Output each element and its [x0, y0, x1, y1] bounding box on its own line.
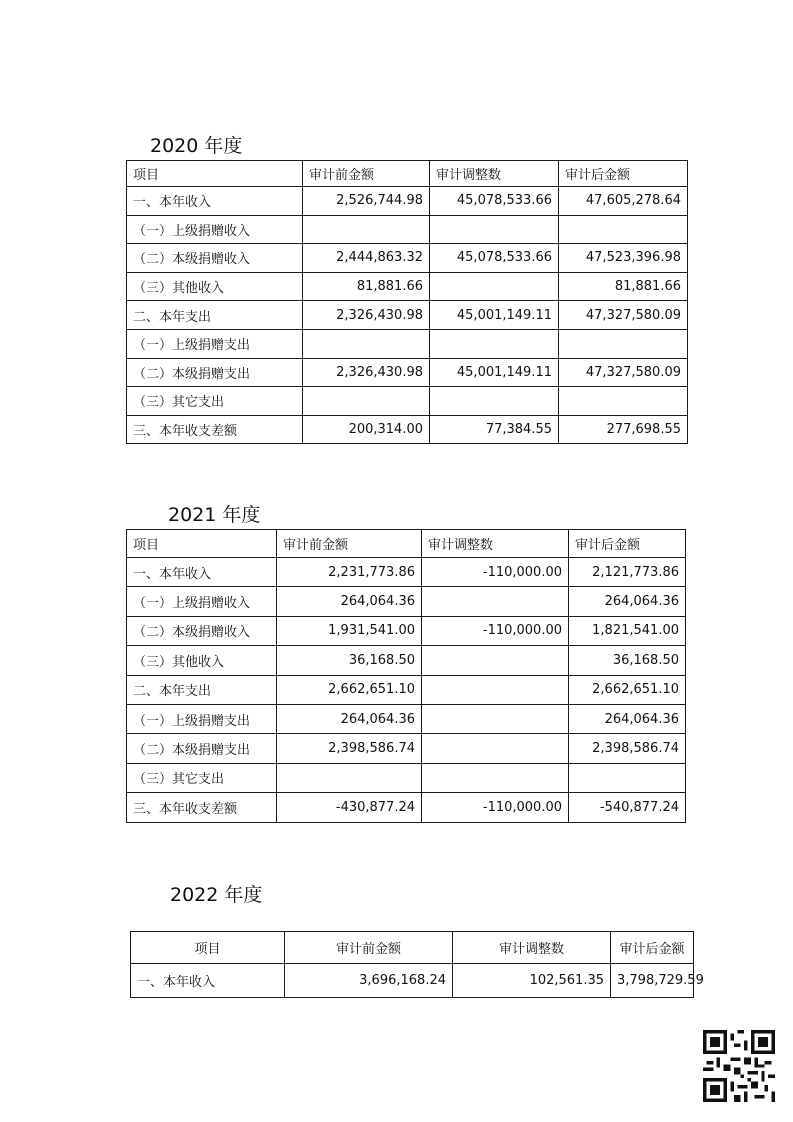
adjustment-amount: 45,001,149.11	[430, 358, 559, 387]
col-header-adjustment: 审计调整数	[453, 932, 611, 964]
row-label: （三）其他收入	[127, 272, 303, 301]
section-title-2020: 2020 年度	[150, 135, 243, 157]
pre-audit-amount: 2,326,430.98	[303, 358, 430, 387]
adjustment-amount	[422, 763, 569, 792]
post-audit-amount: -540,877.24	[569, 793, 686, 822]
post-audit-amount: 47,605,278.64	[559, 187, 688, 216]
col-header-item: 项目	[131, 932, 285, 964]
col-header-adjustment: 审计调整数	[430, 161, 559, 187]
table-row	[127, 675, 686, 704]
row-label: （一）上级捐赠支出	[127, 329, 303, 358]
adjustment-amount: 45,078,533.66	[430, 244, 559, 273]
adjustment-amount	[422, 675, 569, 704]
post-audit-amount	[559, 387, 688, 416]
adjustment-amount	[422, 587, 569, 616]
table-row	[127, 558, 686, 587]
row-label: 一、本年收入	[131, 964, 285, 998]
pre-audit-amount: 2,326,430.98	[303, 301, 430, 330]
post-audit-amount: 2,662,651.10	[569, 675, 686, 704]
pre-audit-amount	[303, 329, 430, 358]
row-label: （二）本级捐赠收入	[127, 244, 303, 273]
post-audit-amount	[569, 763, 686, 792]
adjustment-amount: -110,000.00	[422, 616, 569, 645]
table-row	[127, 616, 686, 645]
col-header-pre-audit: 审计前金额	[277, 530, 422, 558]
adjustment-amount	[430, 329, 559, 358]
row-label: （三）其他收入	[127, 646, 277, 675]
row-label: 二、本年支出	[127, 301, 303, 330]
table-row	[127, 704, 686, 733]
table-row	[127, 734, 686, 763]
row-label: （二）本级捐赠支出	[127, 734, 277, 763]
table-row	[127, 301, 688, 330]
row-label: 三、本年收支差额	[127, 415, 303, 444]
post-audit-amount: 81,881.66	[559, 272, 688, 301]
table-row	[127, 329, 688, 358]
adjustment-amount	[422, 734, 569, 763]
table-row	[127, 358, 688, 387]
adjustment-amount: -110,000.00	[422, 558, 569, 587]
table-row	[127, 244, 688, 273]
col-header-pre-audit: 审计前金额	[303, 161, 430, 187]
table-row	[127, 215, 688, 244]
pre-audit-amount: 2,444,863.32	[303, 244, 430, 273]
row-label: 三、本年收支差额	[127, 793, 277, 822]
pre-audit-amount: 3,696,168.24	[285, 964, 453, 998]
pre-audit-amount	[277, 763, 422, 792]
post-audit-amount: 47,327,580.09	[559, 301, 688, 330]
adjustment-amount: -110,000.00	[422, 793, 569, 822]
adjustment-amount: 77,384.55	[430, 415, 559, 444]
post-audit-amount	[559, 329, 688, 358]
post-audit-amount: 264,064.36	[569, 587, 686, 616]
audit-table-2020	[126, 160, 688, 444]
adjustment-amount	[430, 272, 559, 301]
pre-audit-amount: 2,526,744.98	[303, 187, 430, 216]
table-row	[131, 964, 694, 998]
table-row	[127, 763, 686, 792]
post-audit-amount: 47,523,396.98	[559, 244, 688, 273]
row-label: （一）上级捐赠支出	[127, 704, 277, 733]
table-row	[127, 387, 688, 416]
adjustment-amount	[430, 387, 559, 416]
adjustment-amount	[430, 215, 559, 244]
row-label: 一、本年收入	[127, 558, 277, 587]
audit-table-2022	[130, 931, 704, 998]
table-row	[127, 646, 686, 675]
pre-audit-amount: 200,314.00	[303, 415, 430, 444]
col-header-post-audit: 审计后金额	[569, 530, 686, 558]
pre-audit-amount: 36,168.50	[277, 646, 422, 675]
row-label: （二）本级捐赠支出	[127, 358, 303, 387]
table-row	[127, 793, 686, 822]
table-row	[127, 587, 686, 616]
pre-audit-amount: 264,064.36	[277, 704, 422, 733]
pre-audit-amount	[303, 215, 430, 244]
col-header-item: 项目	[127, 530, 277, 558]
col-header-item: 项目	[127, 161, 303, 187]
section-title-2021: 2021 年度	[168, 504, 261, 526]
pre-audit-amount: 264,064.36	[277, 587, 422, 616]
post-audit-amount: 2,398,586.74	[569, 734, 686, 763]
col-header-post-audit: 审计后金额	[559, 161, 688, 187]
post-audit-amount: 2,121,773.86	[569, 558, 686, 587]
post-audit-amount: 36,168.50	[569, 646, 686, 675]
col-header-post-audit: 审计后金额	[611, 932, 694, 964]
row-label: （三）其它支出	[127, 387, 303, 416]
adjustment-amount: 45,078,533.66	[430, 187, 559, 216]
table-header-row	[127, 530, 686, 558]
row-label: （三）其它支出	[127, 763, 277, 792]
table-row	[127, 272, 688, 301]
adjustment-amount: 45,001,149.11	[430, 301, 559, 330]
col-header-pre-audit: 审计前金额	[285, 932, 453, 964]
post-audit-amount: 277,698.55	[559, 415, 688, 444]
pre-audit-amount	[303, 387, 430, 416]
audit-table-2021	[126, 529, 686, 823]
adjustment-amount	[422, 704, 569, 733]
pre-audit-amount: 2,398,586.74	[277, 734, 422, 763]
adjustment-amount: 102,561.35	[453, 964, 611, 998]
table-row	[127, 187, 688, 216]
post-audit-amount: 3,798,729.59	[611, 964, 694, 998]
table-header-row	[131, 932, 694, 964]
post-audit-amount	[559, 215, 688, 244]
row-label: （一）上级捐赠收入	[127, 587, 277, 616]
section-title-2022: 2022 年度	[170, 884, 263, 906]
pre-audit-amount: 2,231,773.86	[277, 558, 422, 587]
post-audit-amount: 1,821,541.00	[569, 616, 686, 645]
row-label: （二）本级捐赠收入	[127, 616, 277, 645]
pre-audit-amount: -430,877.24	[277, 793, 422, 822]
row-label: 一、本年收入	[127, 187, 303, 216]
post-audit-amount: 264,064.36	[569, 704, 686, 733]
pre-audit-amount: 2,662,651.10	[277, 675, 422, 704]
row-label: 二、本年支出	[127, 675, 277, 704]
col-header-adjustment: 审计调整数	[422, 530, 569, 558]
qr-code-icon	[703, 1030, 775, 1102]
adjustment-amount	[422, 646, 569, 675]
table-header-row	[127, 161, 688, 187]
table-row	[127, 415, 688, 444]
pre-audit-amount: 81,881.66	[303, 272, 430, 301]
row-label: （一）上级捐赠收入	[127, 215, 303, 244]
post-audit-amount: 47,327,580.09	[559, 358, 688, 387]
pre-audit-amount: 1,931,541.00	[277, 616, 422, 645]
